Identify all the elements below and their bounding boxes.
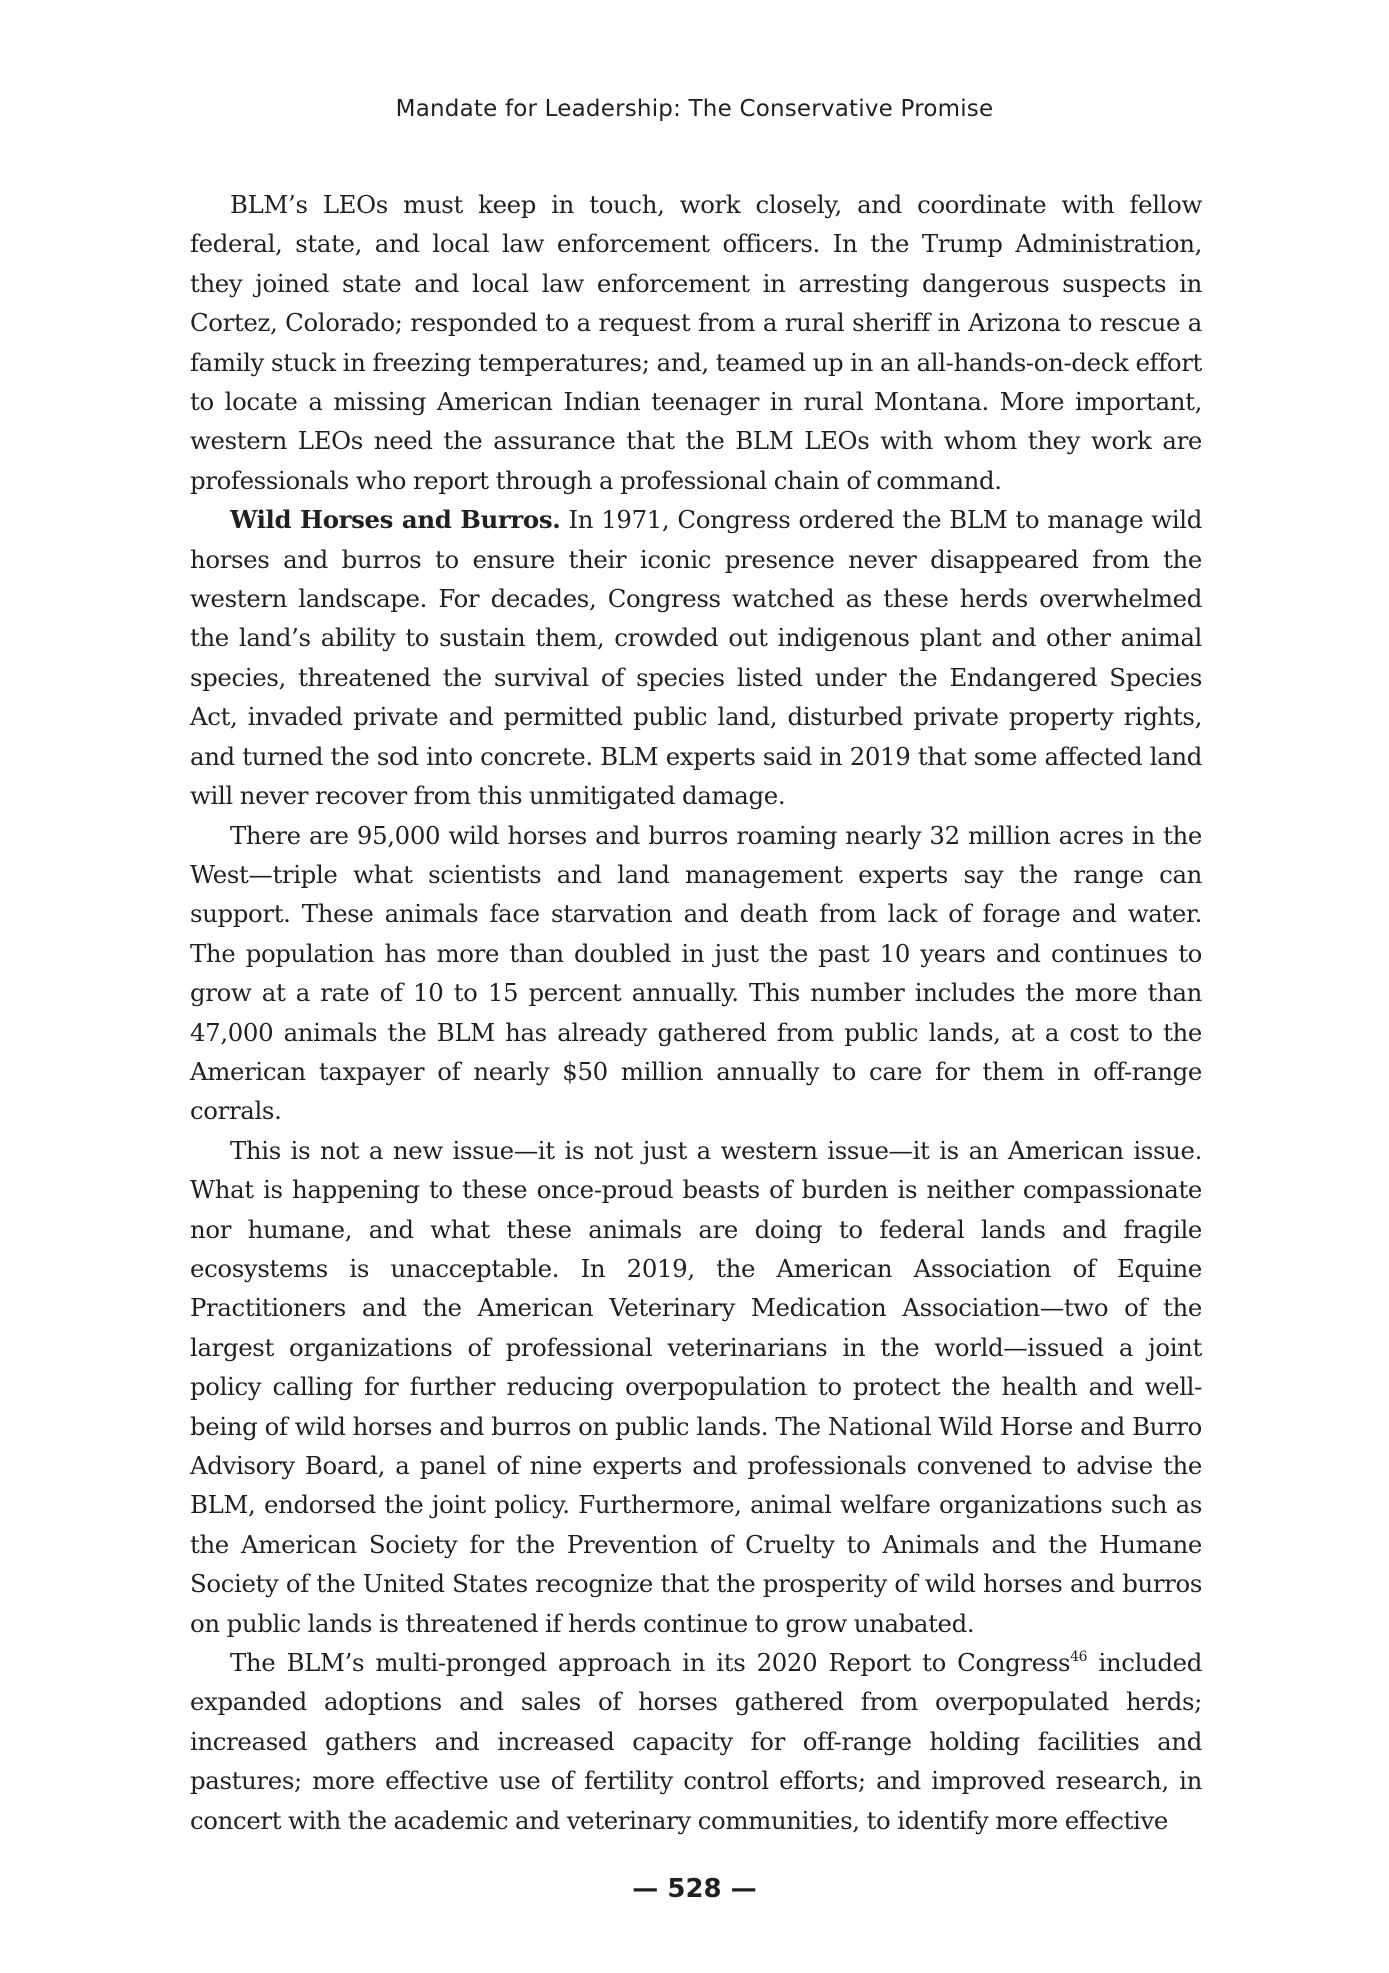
paragraph-blm-approach-end: included expanded adoptions and sales of horses gathered from overpopulated herds; increased gathers and increased capacity for off-range holding facilities and pastures; more effective use of fertility control efforts; and improved research, in concert with the academic and veterinary communities, to identify more effective: [190, 1648, 1202, 1835]
paragraph-american-issue: This is not a new issue—it is not just a western issue—it is an American issue. What is happening to these once-proud beasts of burden is neither compassionate nor humane, and what these animals are doing to federal lands and fragile ecosystems is unacceptable. In 2019, the American Association of Equine Practitioners and the American Veterinary Medication Association—two of the largest organizations of professional veterinarians in the world—issued a joint policy calling for further reducing overpopulation to protect the health and well-being of wild horses and burros on public lands. The National Wild Horse and Burro Advisory Board, a panel of nine experts and professionals convened to advise the BLM, endorsed the joint policy. Furthermore, animal welfare organizations such as the American Society for the Prevention of Cruelty to Animals and the Humane Society of the United States recognize that the prosperity of wild horses and burros on public lands is threatened if herds continue to grow unabated.: [190, 1135, 1202, 1638]
page-number: — 528 —: [632, 1874, 757, 1904]
section-runin-heading: Wild Horses and Burros.: [230, 505, 561, 535]
paragraph-blm-approach: [190, 1643, 1202, 1840]
paragraph-population-facts: There are 95,000 wild horses and burros roaming nearly 32 million acres in the West—triple what scientists and land management experts say the range can support. These animals face starvation and death from lack of forage and water. The population has more than doubled in just the past 10 years and continues to grow at a rate of 10 to 15 percent annually. This number includes the more than 47,000 animals the BLM has already gathered from public lands, at a cost to the American taxpayer of nearly $50 million annually to care for them in off-range corrals.: [190, 820, 1202, 1126]
paragraph-wild-horses-intro: [190, 500, 1202, 815]
paragraph-wild-horses-text: In 1971, Congress ordered the BLM to manage wild horses and burros to ensure their iconic presence never disappeared from the western landscape. For decades, Congress watched as these herds overwhelmed the land’s ability to sustain them, crowded out indigenous plant and other animal species, threatened the survival of species listed under the Endangered Species Act, invaded private and permitted public land, disturbed private property rights, and turned the sod into concrete. BLM experts said in 2019 that some affected land will never recover from this unmitigated damage.: [190, 505, 1202, 811]
body-text: [190, 185, 1202, 1840]
paragraph-blm-approach-start: The BLM’s multi-pronged approach in its 2020 Report to Congress: [230, 1648, 1071, 1678]
paragraph-leo-coordination: BLM’s LEOs must keep in touch, work closely, and coordinate with fellow federal, state, and local law enforcement officers. In the Trump Administration, they joined state and local law enforcement in arresting dangerous suspects in Cortez, Colorado; responded to a request from a rural sheriff in Arizona to rescue a family stuck in freezing temperatures; and, teamed up in an all-hands-on-deck effort to locate a missing American Indian teenager in rural Montana. More important, western LEOs need the assurance that the BLM LEOs with whom they work are professionals who report through a professional chain of command.: [190, 190, 1202, 495]
running-header: Mandate for Leadership: The Conservative Promise: [395, 96, 994, 122]
footnote-reference[interactable]: 46: [1070, 1649, 1088, 1666]
